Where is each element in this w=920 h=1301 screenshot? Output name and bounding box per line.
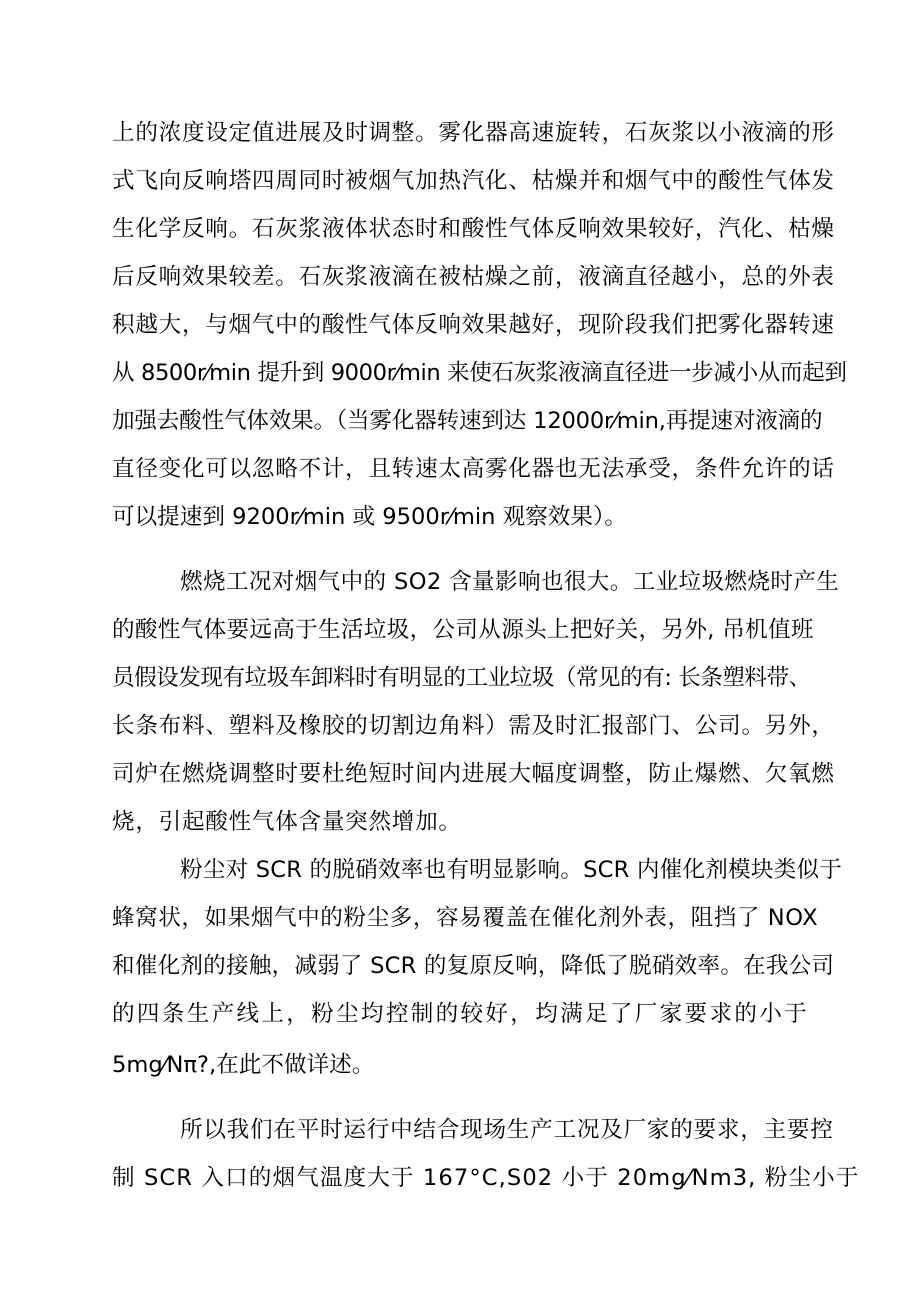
text-line: 所以我们在平时运行中结合现场生产工况及厂家的要求，主要控 [180, 1117, 834, 1143]
text-line: 积越大，与烟气中的酸性气体反响效果越好，现阶段我们把雾化器转速 [112, 312, 835, 338]
text-line: 司炉在燃烧调整时要杜绝短时间内进展大幅度调整，防止爆燃、欠氧燃 [112, 761, 835, 787]
text-line: 上的浓度设定值进展及时调整。雾化器高速旋转，石灰浆以小液滴的形 [112, 120, 835, 146]
text-line: 式飞向反响塔四周同时被烟气加热汽化、枯燥并和烟气中的酸性气体发 [112, 168, 835, 194]
text-line: 后反响效果较差。石灰浆液滴在被枯燥之前，液滴直径越小，总的外表 [112, 264, 835, 290]
text-line: 生化学反响。石灰浆液体状态时和酸性气体反响效果较好，汽化、枯燥 [112, 216, 835, 242]
text-line: 员假设发现有垃圾车卸料时有明显的工业垃圾（常见的有: 长条塑料带、 [112, 665, 811, 691]
text-line: 燃烧工况对烟气中的 SO2 含量影响也很大。工业垃圾燃烧时产生 [180, 569, 840, 595]
text-line: 的酸性气体要远高于生活垃圾，公司从源头上把好关，另外, 吊机值班 [112, 617, 814, 643]
text-line: 蜂窝状，如果烟气中的粉尘多，容易覆盖在催化剂外表，阻挡了 NOX [112, 905, 819, 931]
text-line: 粉尘对 SCR 的脱硝效率也有明显影响。SCR 内催化剂模块类似于 [180, 857, 843, 883]
text-line: 5mg⁄Nπ?,在此不做详述。 [112, 1052, 375, 1078]
text-line: 烧，引起酸性气体含量突然增加。 [112, 809, 462, 835]
text-line: 的四条生产线上，粉尘均控制的较好，均满足了厂家要求的小于 [112, 1001, 810, 1027]
text-line: 可以提速到 9200r⁄min 或 9500r⁄min 观察效果）。 [112, 504, 627, 530]
text-line: 直径变化可以忽略不计，且转速太高雾化器也无法承受，条件允许的话 [112, 456, 835, 482]
text-line: 制 SCR 入口的烟气温度大于 167°C,S02 小于 20mg⁄Nm3, 粉尘小于 [112, 1165, 860, 1191]
text-line: 加强去酸性气体效果。（当雾化器转速到达 12000r⁄min,再提速对液滴的 [112, 408, 823, 434]
text-line: 从 8500r⁄min 提升到 9000r⁄min 来使石灰浆液滴直径进一步减小从而起到 [112, 360, 847, 386]
text-line: 和催化剂的接触，减弱了 SCR 的复原反响，降低了脱硝效率。在我公司 [112, 953, 835, 979]
text-line: 长条布料、塑料及橡胶的切割边角料）需及时汇报部门、公司。另外， [112, 713, 835, 739]
